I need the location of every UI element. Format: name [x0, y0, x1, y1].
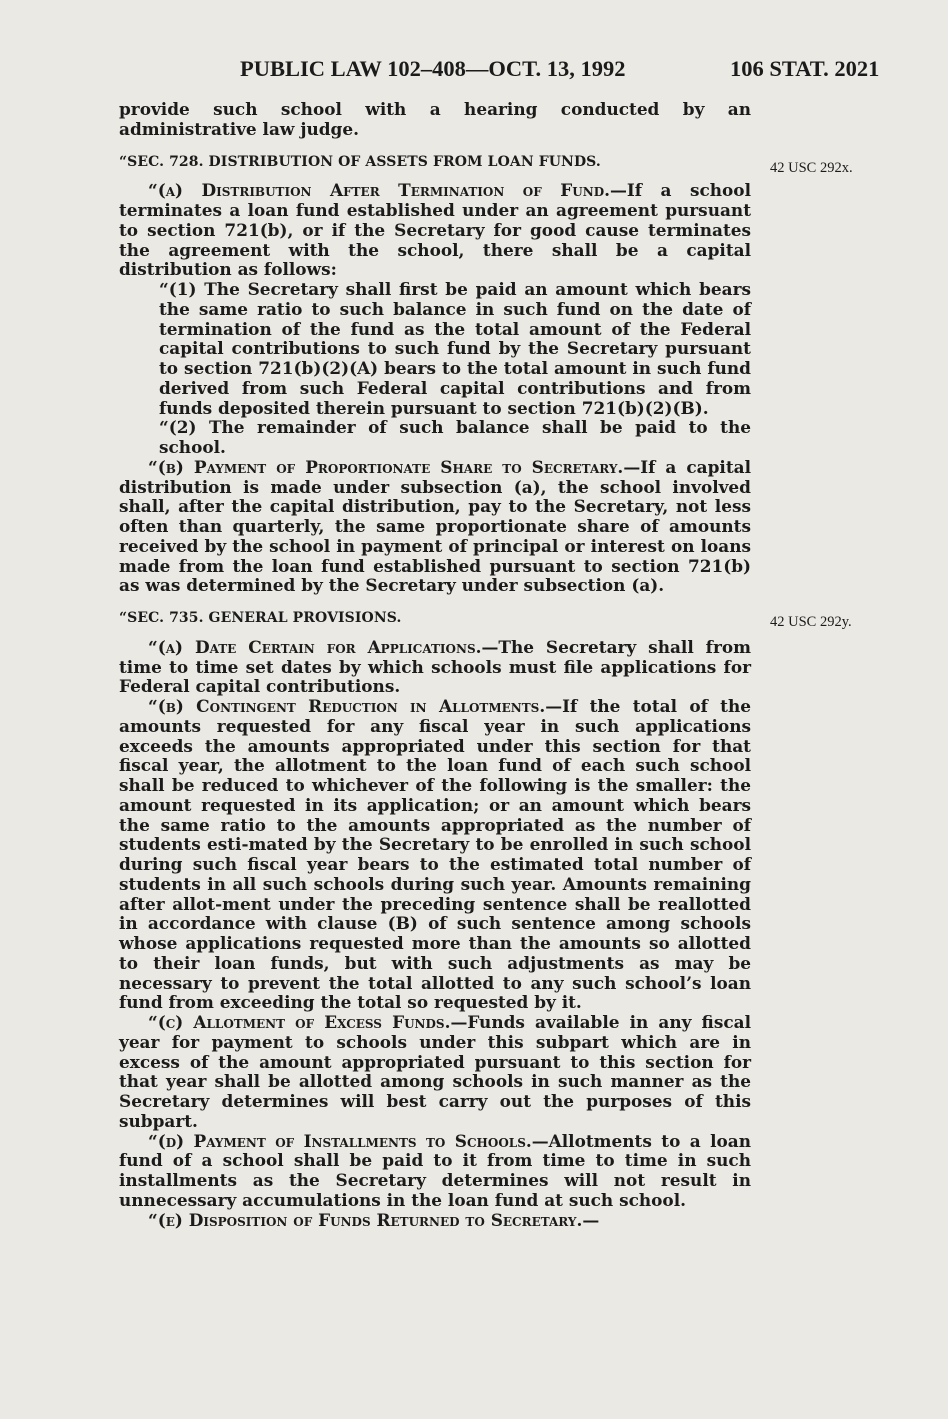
page-header — [0, 52, 948, 88]
paragraph-text: “(2) The remainder of such balance shall be paid to the school. — [159, 417, 751, 457]
subsection-heading: “(b) Contingent Reduction in Allotments. — [148, 696, 546, 716]
section-728-paragraph-1 — [119, 280, 751, 418]
section-728-subsection-b — [119, 458, 751, 596]
subsection-text: —If a school terminates a loan fund established under an agreement pursuant to section 721(b), or if the Secretary for good cause terminates the agreement with the school, there shall be a capital distribution as follows: — [119, 180, 751, 280]
statute-page-number: 106 STAT. 2021 — [730, 56, 880, 81]
public-law-citation: PUBLIC LAW 102–408—OCT. 13, 1992 — [240, 56, 626, 81]
subsection-heading: “(a) Date Certain for Applications. — [148, 636, 482, 657]
margin-note-usc-292x: 42 USC 292x. — [770, 160, 853, 176]
section-728-paragraph-2 — [119, 418, 751, 458]
section-728-heading: “SEC. 728. DISTRIBUTION OF ASSETS FROM LOAN FUNDS. — [119, 153, 601, 170]
subsection-heading: “(d) Payment of Installments to Schools. — [148, 1130, 532, 1151]
subsection-heading: “(b) Payment of Proportionate Share to Secretary. — [148, 456, 624, 477]
subsection-heading: “(e) Disposition of Funds Returned to Secretary. — [148, 1209, 583, 1230]
subsection-heading: “(c) Allotment of Excess Funds. — [148, 1012, 451, 1032]
subsection-heading: “(a) Distribution After Termination of Fund. — [148, 180, 610, 201]
subsection-text: —The Secretary shall from time to time set dates by which schools must file applications for Federal capital contributions. — [119, 636, 751, 697]
subsection-text: —If a capital distribution is made under subsection (a), the school involved shall, after the capital distribution, pay to the Secretary, not less often than quarterly, the same proportionate share of amounts received by the school in payment of principal or interest on loans made from the loan fund established pursuant to section 721(b) as was determined by the Secretary under subsection (a). — [119, 456, 751, 596]
section-735-subsection-e — [119, 1211, 751, 1231]
section-735-subsection-c — [119, 1013, 751, 1132]
section-735-heading: “SEC. 735. GENERAL PROVISIONS. — [119, 610, 402, 626]
intro-paragraph: provide such school with a hearing conducted by an administrative law judge. — [119, 99, 751, 139]
subsection-text: —If the total of the amounts requested for any fiscal year in such applications exceeds the amounts appropriated under this section for that fiscal year, the allotment to the loan fund of each such school shall be reduced to whichever of the following is the smaller: the amount requested in its application; or an amount which bears the same ratio to the amounts appropriated as the number of students esti-mated by the Secretary to be enrolled in such school during such fiscal year bears to the estimated total number of students in all such schools during such year. Amounts remaining after allot-ment under the preceding sentence shall be reallotted in accordance with clause (B) of such sentence among schools whose applications requested more than the amounts so allotted to their loan funds, but with such adjustments as may be necessary to prevent the total allotted to any such school’s loan fund from exceeding the total so requested by it. — [119, 696, 751, 1013]
margin-note-usc-292y: 42 USC 292y. — [770, 614, 852, 630]
subsection-text: —Funds available in any fiscal year for payment to schools under this subpart which are in excess of the amount appropriated pursuant to this section for that year shall be allotted among schools in such manner as the Secretary determines will best carry out the purposes of this subpart. — [119, 1012, 751, 1131]
section-735-subsection-b — [119, 697, 751, 1013]
subsection-text: —Allotments to a loan fund of a school shall be paid to it from time to time in such installments as the Secretary determines will not result in unnecessary accumulations in the loan fund at such school. — [119, 1130, 752, 1210]
section-728-subsection-a — [119, 181, 751, 280]
subsection-text: — — [582, 1209, 600, 1230]
body-text — [119, 100, 751, 1230]
section-735-subsection-a — [119, 638, 751, 697]
paragraph-text: “(1) The Secretary shall first be paid an amount which bears the same ratio to such balance in such fund on the date of termination of the fund as the total amount of the Federal capital contributions to such fund by the Secretary pursuant to section 721(b)(2)(A) bears to the total amount in such fund derived from such Federal capital contributions and from funds deposited therein pursuant to section 721(b)(2)(B). — [159, 279, 751, 418]
section-735-subsection-d — [119, 1132, 751, 1211]
